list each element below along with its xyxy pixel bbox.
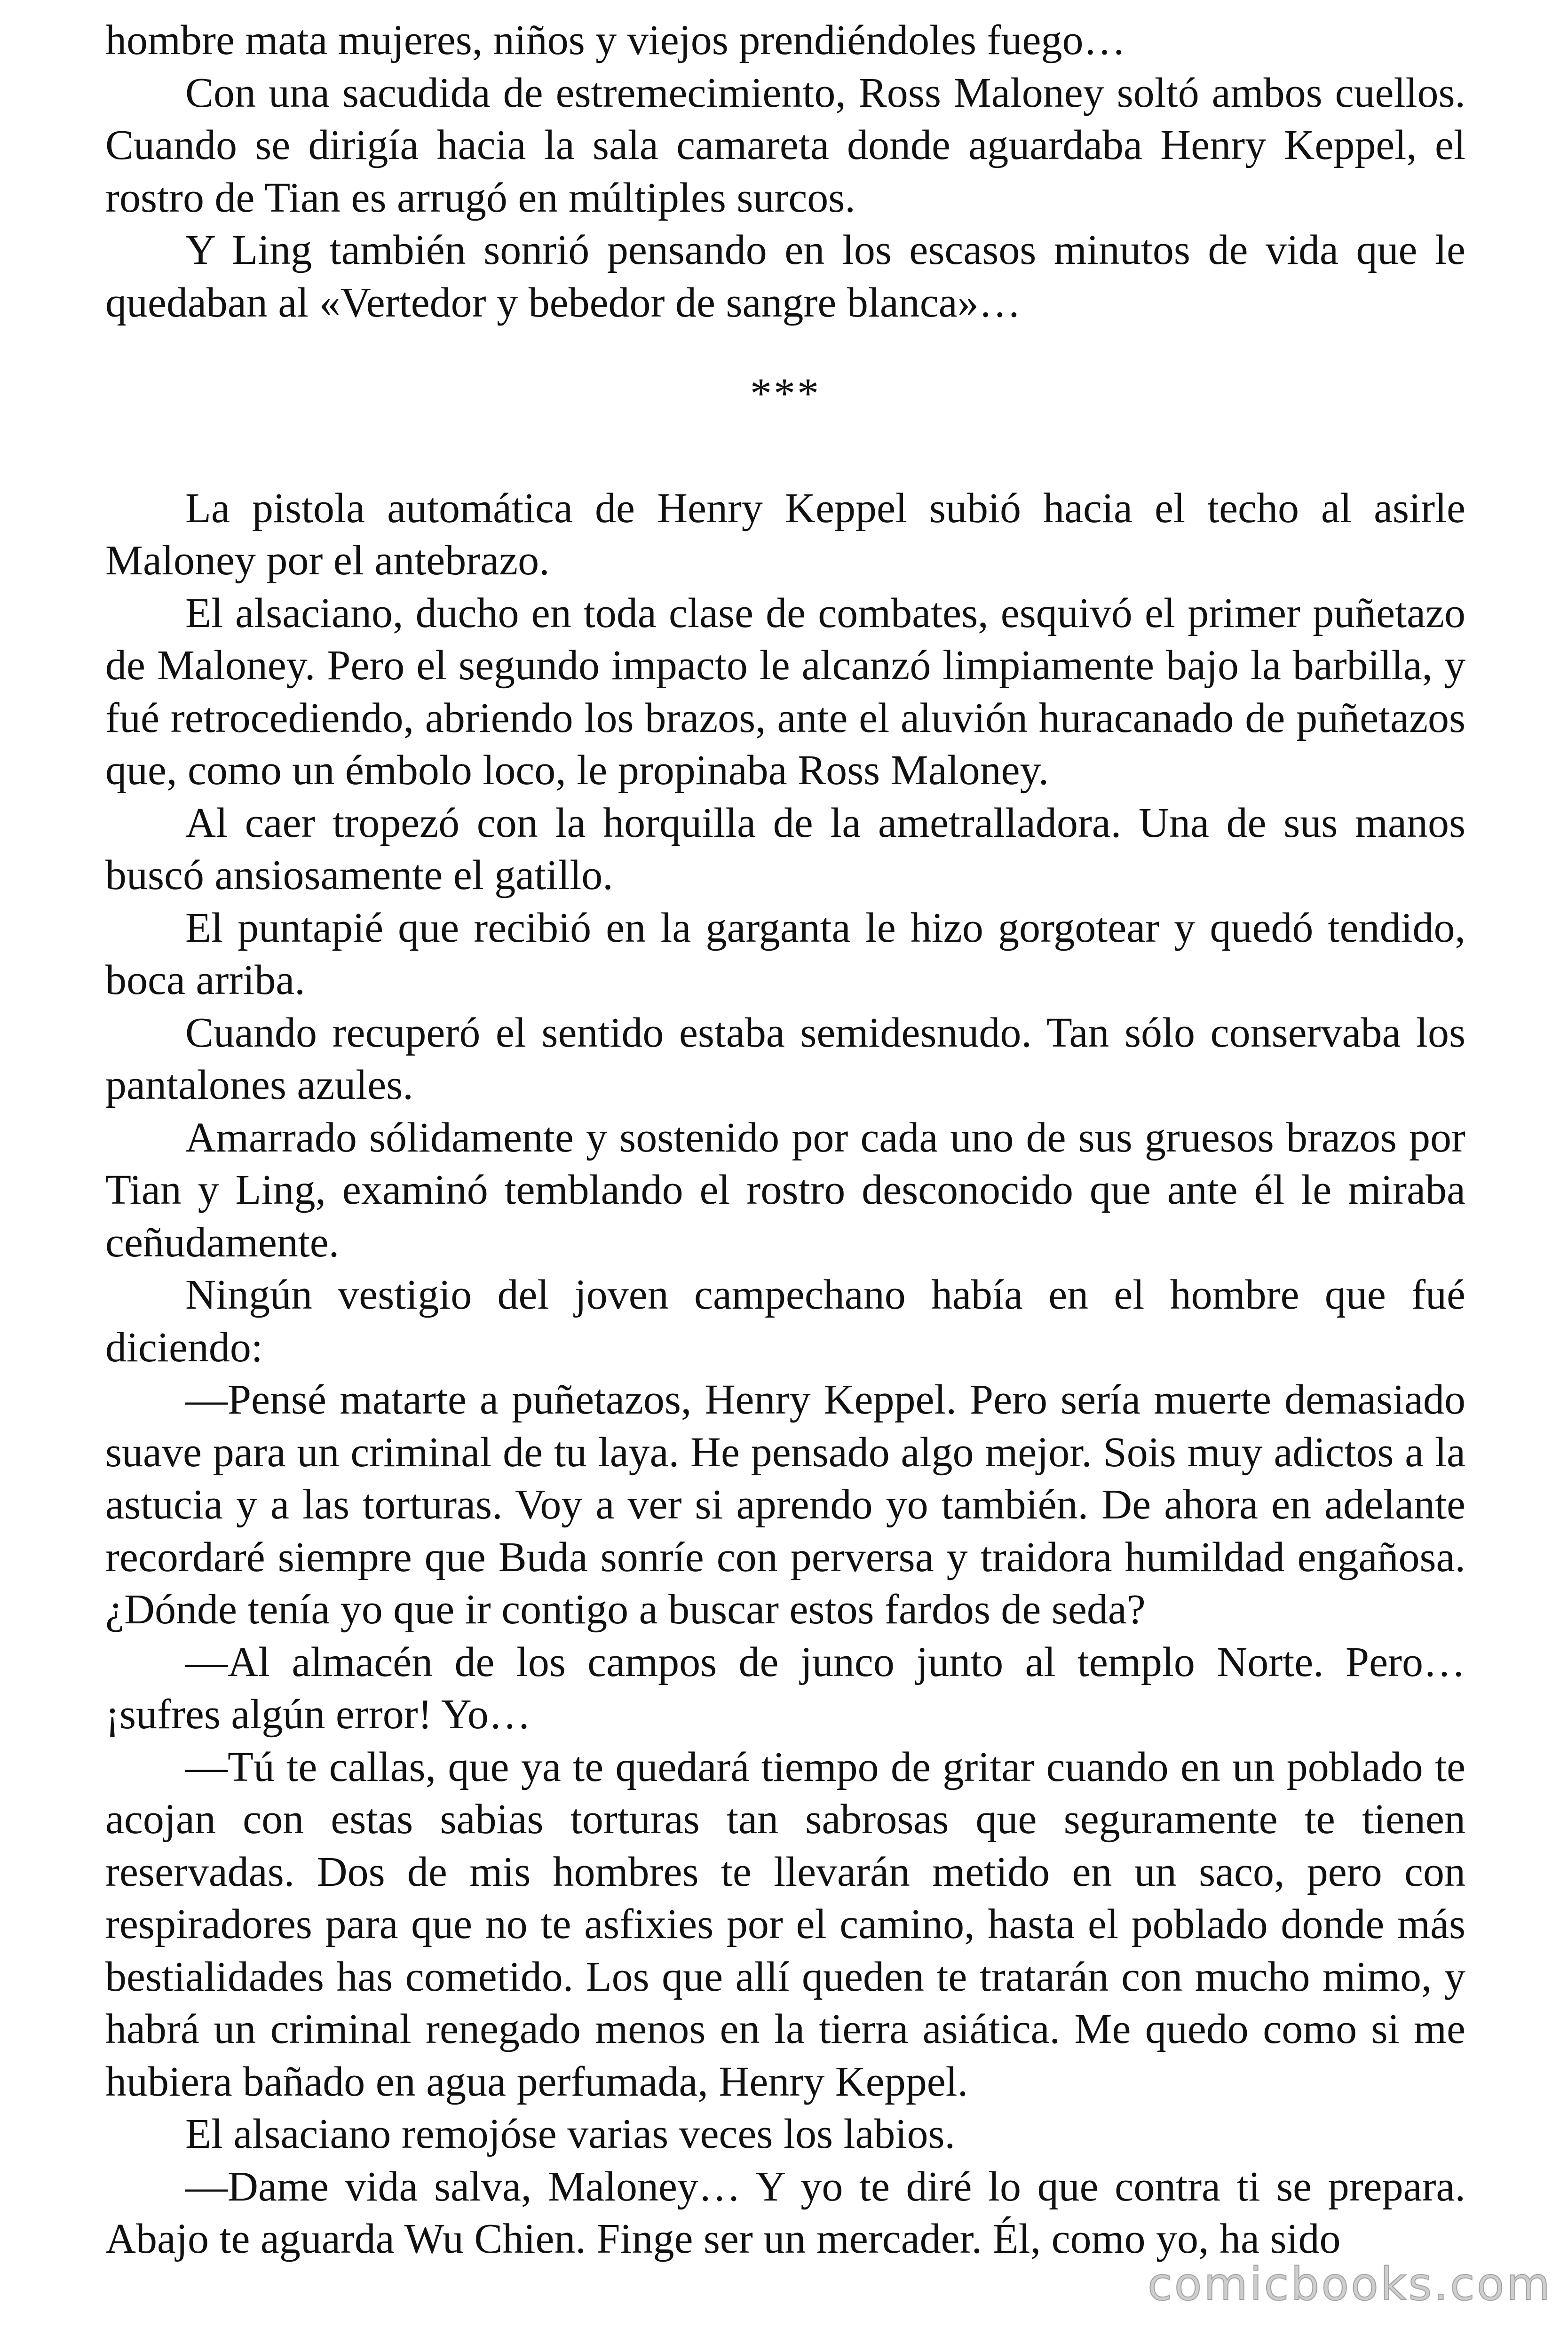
paragraph: Ningún vestigio del joven campechano había en el hombre que fué diciendo:	[105, 1271, 1465, 1371]
paragraph: Amarrado sólidamente y sostenido por cada uno de sus gruesos brazos por Tian y Ling, examinó temblando el rostro desconocido que ante él le miraba ceñudamente.	[105, 1114, 1465, 1266]
paragraph: Y Ling también sonrió pensando en los escasos minutos de vida que le quedaban al «Vertedor y bebedor de sangre blanca»…	[105, 227, 1465, 326]
paragraph: Al caer tropezó con la horquilla de la ametralladora. Una de sus manos buscó ansiosamente el gatillo.	[105, 799, 1465, 898]
section-separator: ***	[750, 369, 821, 417]
paragraph: La pistola automática de Henry Keppel subió hacia el techo al asirle Maloney por el antebrazo.	[105, 485, 1465, 584]
dialogue-paragraph: —Al almacén de los campos de junco junto al templo Norte. Pero… ¡sufres algún error! Yo…	[105, 1638, 1465, 1738]
paragraph: El alsaciano, ducho en toda clase de combates, esquivó el primer puñetazo de Maloney. Pero el segundo impacto le alcanzó limpiamente bajo la barbilla, y fué retrocediendo, abriendo los brazos, ante el aluvión huracanado de puñetazos que, como un émbolo loco, le propinaba Ross Maloney.	[105, 589, 1465, 794]
dialogue-paragraph: —Pensé matarte a puñetazos, Henry Keppel. Pero sería muerte demasiado suave para un criminal de tu laya. He pensado algo mejor. Sois muy adictos a la astucia y a las torturas. Voy a ver si aprendo yo también. De ahora en adelante recordaré siempre que Buda sonríe con perversa y traidora humildad engañosa. ¿Dónde tenía yo que ir contigo a buscar estos fardos de seda?	[105, 1376, 1465, 1633]
paragraph: Cuando recuperó el sentido estaba semidesnudo. Tan sólo conservaba los pantalones azules.	[105, 1009, 1465, 1108]
paragraph: El puntapié que recibió en la garganta le hizo gorgotear y quedó tendido, boca arriba.	[105, 904, 1465, 1003]
paragraph: El alsaciano remojóse varias veces los labios.	[185, 2111, 955, 2157]
paragraph: Con una sacudida de estremecimiento, Ross Maloney soltó ambos cuellos. Cuando se dirigía hacia la sala camareta donde aguardaba Henry Keppel, el rostro de Tian es arrugó en múltiples surcos.	[105, 69, 1465, 221]
dialogue-paragraph: —Dame vida salva, Maloney… Y yo te diré lo que contra ti se prepara. Abajo te aguarda Wu Chien. Finge ser un mercader. Él, como yo, ha sido	[105, 2163, 1465, 2262]
book-page	[105, 14, 1465, 2265]
watermark: comicbooks.com	[1147, 2258, 1552, 2311]
paragraph: hombre mata mujeres, niños y viejos prendiéndoles fuego…	[105, 17, 1126, 64]
dialogue-paragraph: —Tú te callas, que ya te quedará tiempo de gritar cuando en un poblado te acojan con estas sabias torturas tan sabrosas que seguramente te tienen reservadas. Dos de mis hombres te llevarán metido en un saco, pero con respiradores para que no te asfixies por el camino, hasta el poblado donde más bestialidades has cometido. Los que allí queden te tratarán con mucho mimo, y habrá un criminal renegado menos en la tierra asiática. Me quedo como si me hubiera bañado en agua perfumada, Henry Keppel.	[105, 1743, 1465, 2105]
